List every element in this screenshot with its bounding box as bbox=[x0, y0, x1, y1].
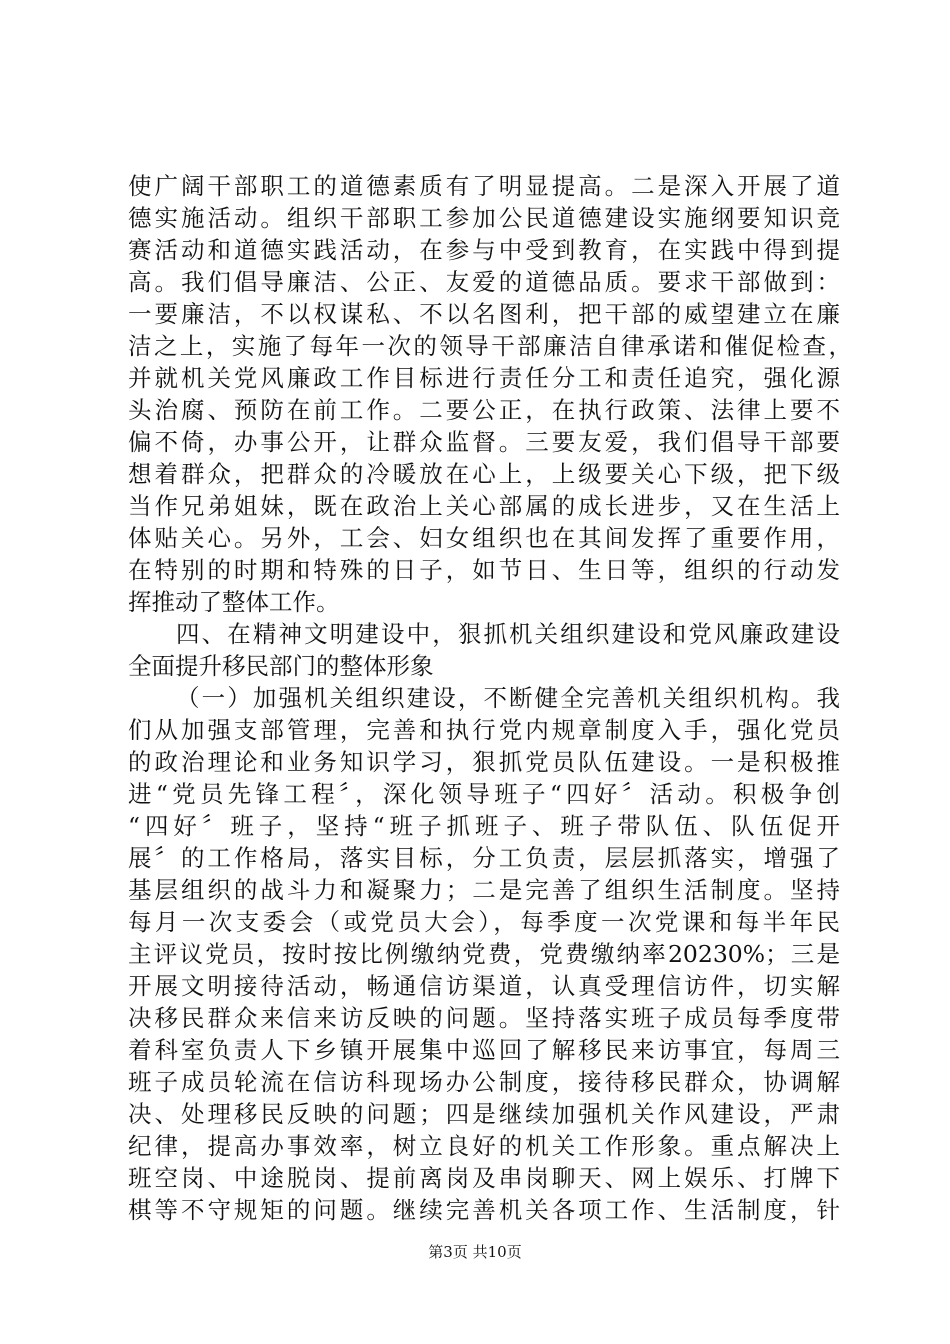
section-heading-line: 四、在精神文明建设中，狠抓机关组织建设和党风廉政建设 bbox=[176, 620, 840, 648]
text-line: 纪律，提高办事效率，树立良好的机关工作形象。重点解决上 bbox=[128, 1132, 840, 1160]
text-line: 偏不倚，办事公开，让群众监督。三要友爱，我们倡导干部要 bbox=[128, 428, 840, 456]
text-line: 班空岗、中途脱岗、提前离岗及串岗聊天、网上娱乐、打牌下 bbox=[128, 1164, 840, 1192]
text-line: 挥推动了整体工作。 bbox=[128, 588, 340, 616]
text-line: 们从加强支部管理，完善和执行党内规章制度入手，强化党员 bbox=[128, 716, 840, 744]
text-line: 洁之上，实施了每年一次的领导干部廉洁自律承诺和催促检查， bbox=[128, 332, 852, 360]
text-line: 进“党员先锋工程〞，深化领导班子“四好〞活动。积极争创 bbox=[128, 780, 840, 808]
text-line: 想着群众，把群众的冷暖放在心上，上级要关心下级，把下级 bbox=[128, 460, 840, 488]
text-line: （一）加强机关组织建设，不断健全完善机关组织机构。我 bbox=[176, 684, 840, 712]
text-line: 高。我们倡导廉洁、公正、友爱的道德品质。要求干部做到： bbox=[128, 268, 840, 296]
text-line: 展〞的工作格局，落实目标，分工负责，层层抓落实，增强了 bbox=[128, 844, 840, 872]
text-line: 开展文明接待活动，畅通信访渠道，认真受理信访件，切实解 bbox=[128, 972, 840, 1000]
text-line: 的政治理论和业务知识学习，狠抓党员队伍建设。一是积极推 bbox=[128, 748, 840, 776]
text-line: 决移民群众来信来访反映的问题。坚持落实班子成员每季度带 bbox=[128, 1004, 840, 1032]
text-line: 头治腐、预防在前工作。二要公正，在执行政策、法律上要不 bbox=[128, 396, 840, 424]
text-line: 一要廉洁，不以权谋私、不以名图利，把干部的威望建立在廉 bbox=[128, 300, 840, 328]
text-line: 使广阔干部职工的道德素质有了明显提高。二是深入开展了道 bbox=[128, 172, 840, 200]
section-heading-line: 全面提升移民部门的整体形象 bbox=[128, 652, 434, 680]
text-line: 体贴关心。另外，工会、妇女组织也在其间发挥了重要作用， bbox=[128, 524, 840, 552]
text-line: 德实施活动。组织干部职工参加公民道德建设实施纲要知识竞 bbox=[128, 204, 840, 232]
text-line: 班子成员轮流在信访科现场办公制度，接待移民群众，协调解 bbox=[128, 1068, 840, 1096]
body-text bbox=[128, 170, 852, 1226]
text-line: 决、处理移民反映的问题；四是继续加强机关作风建设，严肃 bbox=[128, 1100, 840, 1128]
text-line: 着科室负责人下乡镇开展集中巡回了解移民来访事宜，每周三 bbox=[128, 1036, 840, 1064]
text-line: 主评议党员，按时按比例缴纳党费，党费缴纳率20230%；三是 bbox=[128, 940, 840, 968]
text-line: 并就机关党风廉政工作目标进行责任分工和责任追究，强化源 bbox=[128, 364, 840, 392]
text-line: 每月一次支委会（或党员大会），每季度一次党课和每半年民 bbox=[128, 908, 840, 936]
text-line: “四好〞班子，坚持“班子抓班子、班子带队伍、队伍促开 bbox=[128, 812, 840, 840]
text-line: 当作兄弟姐妹，既在政治上关心部属的成长进步，又在生活上 bbox=[128, 492, 840, 520]
page-number-footer: 第3页 共10页 bbox=[428, 1243, 522, 1261]
text-line: 棋等不守规矩的问题。继续完善机关各项工作、生活制度，针 bbox=[128, 1196, 840, 1224]
text-line: 在特别的时期和特殊的日子，如节日、生日等，组织的行动发 bbox=[128, 556, 840, 584]
text-line: 基层组织的战斗力和凝聚力；二是完善了组织生活制度。坚持 bbox=[128, 876, 840, 904]
text-line: 赛活动和道德实践活动，在参与中受到教育，在实践中得到提 bbox=[128, 236, 840, 264]
